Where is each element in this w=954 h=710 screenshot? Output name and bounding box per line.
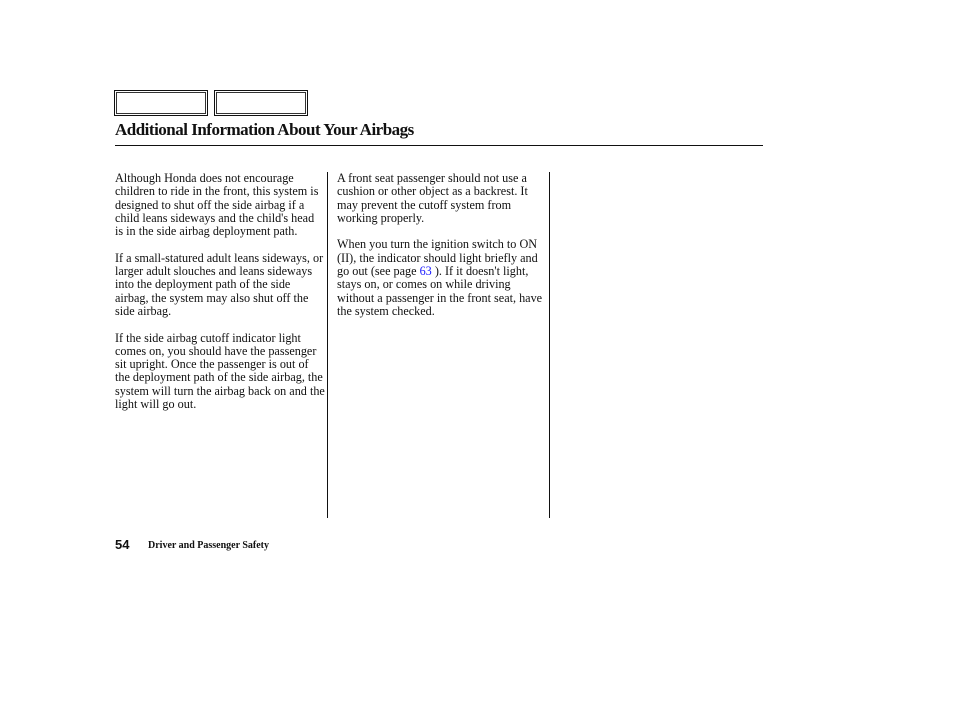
previous-page-button[interactable] — [114, 90, 208, 116]
page-number: 54 — [115, 537, 130, 552]
text-column-middle — [337, 172, 543, 332]
column-divider — [327, 172, 328, 518]
paragraph-text: ). If it doesn't light, stays on, or comes on while driving without a passenger in the front seat, have the system checked. — [337, 264, 543, 318]
column-divider — [549, 172, 550, 518]
paragraph: Although Honda does not encourage children to ride in the front, this system is designed to shut off the side airbag if a child leans sideways and the child's head is in the side airbag deployment path. — [115, 171, 319, 239]
page-title: Additional Information About Your Airbags — [115, 120, 414, 139]
section-name: Driver and Passenger Safety — [148, 540, 270, 551]
page-reference-link[interactable]: 63 — [419, 264, 432, 279]
paragraph: A front seat passenger should not use a cushion or other object as a backrest. It may prevent the cutoff system from working properly. — [337, 171, 528, 225]
paragraph-text: When you turn the ignition switch to ON (II), the indicator should light briefly and go out (see page — [337, 237, 538, 279]
paragraph — [337, 238, 543, 318]
title-divider — [115, 145, 763, 146]
paragraph: If a small-statured adult leans sideways, or larger adult slouches and leans sideways into the deployment path of the side airbag, the system may also shut off the side airbag. — [115, 250, 324, 318]
next-page-button[interactable] — [214, 90, 308, 116]
text-column-left — [115, 172, 325, 425]
paragraph: If the side airbag cutoff indicator light comes on, you should have the passenger sit upright. Once the passenger is out of the deployment path of the side airbag, the system will turn the airbag back on and the light will go out. — [115, 330, 325, 412]
